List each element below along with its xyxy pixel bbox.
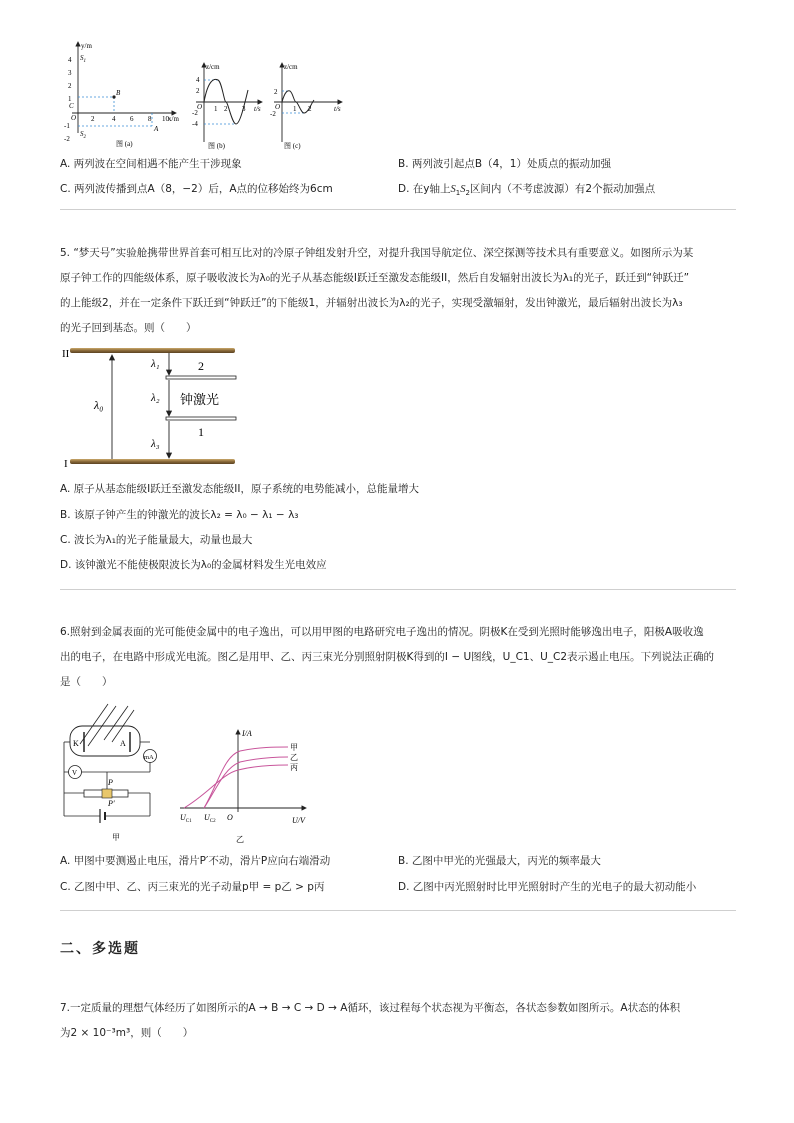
fig-c-origin: O [275,103,281,111]
fig-b-xtick: 2 [224,105,228,113]
fig-a-ytick: -2 [64,135,70,143]
fig-a-ytick: 2 [68,82,72,90]
lambda0-label: λ₀ [94,398,104,412]
fig-b-ytick: -2 [192,109,198,117]
figure-jia-caption: 甲 [112,833,120,842]
fig-a-point-c: C [69,102,74,110]
level-ii-bar [70,348,235,353]
q5-option-d[interactable]: D. 该钟激光不能使极限波长为λ₀的金属材料发生光电效应 [60,559,327,571]
q6-option-d[interactable]: D. 乙图中丙光照射时比甲光照射时产生的光电子的最大初动能小 [398,881,697,893]
curve-jia-label: 甲 [290,743,298,752]
fig-a-point-b: B [116,89,121,97]
q4-figure-b [186,60,266,152]
figure-yi-caption: 乙 [236,835,244,844]
curve-yi-label: 乙 [290,753,298,762]
slider-p-label: P [108,778,113,787]
q6-stem-line: 6.照射到金属表面的光可能使金属中的电子逸出，可以用甲图的电路研究电子逸出的情况。阴极K在受到光照时能够逸出电子，阳极A吸收逸 [60,626,704,638]
voltmeter-label: V [72,769,78,777]
fig-a-ytick: 1 [68,95,72,103]
fig-b-xlabel: t/s [254,105,261,113]
divider [60,589,736,590]
q5-stem-line: 的上能级2，并在一定条件下跃迁到“钟跃迁”的下能级1，并辐射出波长为λ₂的光子，实现受激辐射，发出钟激光，最后辐射出波长为λ₃ [60,297,683,309]
fig-b-ylabel: z/cm [206,63,220,71]
fig-b-xtick: 1 [214,105,218,113]
fig-b-ytick: 2 [196,87,200,95]
q6-stem-line: 出的电子，在电路中形成光电流。图乙是用甲、乙、丙三束光分别照射阴极K得到的I − U图线，U_C1、U_C2表示遏止电压。下列说法正确的 [60,651,715,663]
divider [60,209,736,210]
fig-a-xlabel: x/m [168,115,179,123]
level-i-bar [70,459,235,464]
fig-a-caption: 图 (a) [116,140,133,148]
level-2-label: 2 [198,359,204,373]
slider-p-prime-label: P′ [108,799,115,808]
level-2-bar [166,376,236,379]
fig-a-xtick: 8 [148,115,152,123]
fig-a-xtick: 6 [130,115,134,123]
q5-option-c[interactable]: C. 波长为λ₁的光子能量最大，动量也最大 [60,534,253,546]
fig-a-xtick: 4 [112,115,116,123]
fig-c-ytick: -2 [270,110,276,118]
fig-c-xtick: 1 [293,105,297,113]
uc2-label: $U_{C2}$ [204,813,216,824]
fig-c-xlabel: t/s [334,105,341,113]
fig-a-s1: $S_1$ [80,54,86,64]
fig-b-ytick: -4 [192,120,198,128]
level-1-label: 1 [198,425,204,439]
curve-bing [184,765,288,808]
q4-figure-a [58,38,188,150]
q5-option-b[interactable]: B. 该原子钟产生的钟激光的波长λ₂ = λ₀ − λ₁ − λ₃ [60,509,299,521]
fig-a-ytick: 3 [68,69,72,77]
anode-a-label: A [120,739,126,748]
fig-c-ylabel: z/cm [284,63,298,71]
q4-option-d[interactable]: D. 在y轴上$S_1S_2$区间内（不考虑波源）有2个振动加强点 [398,183,656,198]
q6-option-c[interactable]: C. 乙图中甲、乙、丙三束光的光子动量p甲 = p乙 > p丙 [60,881,325,893]
clock-laser-label: 钟激光 [180,392,220,407]
divider [60,910,736,911]
section-title: 二、多选题 [60,941,140,957]
q4-option-a[interactable]: A. 两列波在空间相遇不能产生干涉现象 [60,158,242,170]
lambda1-label: λ₁ [151,358,160,370]
fig-a-s2: $S_2$ [80,130,86,140]
q7-stem-line: 7.一定质量的理想气体经历了如图所示的A → B → C → D → A循环，该过程每个状态视为平衡态，各状态参数如图所示。A状态的体积 [60,1002,681,1014]
lambda3-label: λ₃ [151,438,160,450]
q6-option-b[interactable]: B. 乙图中甲光的光强最大，丙光的频率最大 [398,855,601,867]
q5-stem-line: 5. “梦天号”实验舱携带世界首套可相互比对的冷原子钟组发射升空，对提升我国导航定位、深空探测等技术具有重要意义。如图所示为某 [60,247,694,259]
lambda2-label: λ₂ [151,392,160,404]
milliammeter-label: mA [144,754,154,761]
q6-option-a[interactable]: A. 甲图中要测遏止电压，滑片P′不动，滑片P应向右端滑动 [60,855,331,867]
q7-stem-line: 为2 × 10⁻³m³，则（ ） [60,1027,194,1039]
q5-stem-line: 的光子回到基态。则（ ） [60,322,197,334]
q6-stem-line: 是（ ） [60,676,113,688]
fig-b-xtick: 3 [242,105,246,113]
curve-bing-label: 丙 [290,763,298,772]
q6-iu-graph [178,724,318,846]
iu-ylabel: I/A [242,729,252,738]
fig-a-xtick: 10 [162,115,169,123]
iu-origin: O [227,813,233,822]
q5-option-a[interactable]: A. 原子从基态能级I跃迁至激发态能级II，原子系统的电势能减小，总能量增大 [60,483,419,495]
level-ii-label: II [62,348,70,360]
fig-b-origin: O [197,103,203,111]
fig-a-ytick: 4 [68,56,72,64]
q5-energy-level-figure [60,343,245,471]
fig-a-ylabel: y/m [81,42,92,50]
fig-a-point-a: A [154,125,159,133]
q5-stem-line: 原子钟工作的四能级体系，原子吸收波长为λ₀的光子从基态能级I跃迁至激发态能级II，然后自发辐射出波长为λ₁的光子，跃迁到“钟跃迁” [60,272,690,284]
level-i-label: I [64,458,68,470]
curve-jia [204,747,288,808]
fig-a-xtick: 2 [91,115,95,123]
fig-c-ytick: 2 [274,88,278,96]
fig-a-origin: O [71,114,77,122]
fig-c-xtick: 2 [308,105,312,113]
q4-option-c[interactable]: C. 两列波传播到点A（8，−2）后，A点的位移始终为6cm [60,183,333,195]
fig-c-caption: 图 (c) [284,142,301,150]
q6-circuit-figure [58,694,163,846]
fig-a-ytick: -1 [64,122,70,130]
uc1-label: $U_{C1}$ [180,813,192,824]
level-1-bar [166,417,236,420]
q4-option-b[interactable]: B. 两列波引起点B（4，1）处质点的振动加强 [398,158,611,170]
cathode-k-label: K [73,739,79,748]
fig-b-caption: 图 (b) [208,142,225,150]
iu-xlabel: U/V [292,816,305,825]
fig-b-ytick: 4 [196,76,200,84]
q4-figure-c [266,60,346,152]
